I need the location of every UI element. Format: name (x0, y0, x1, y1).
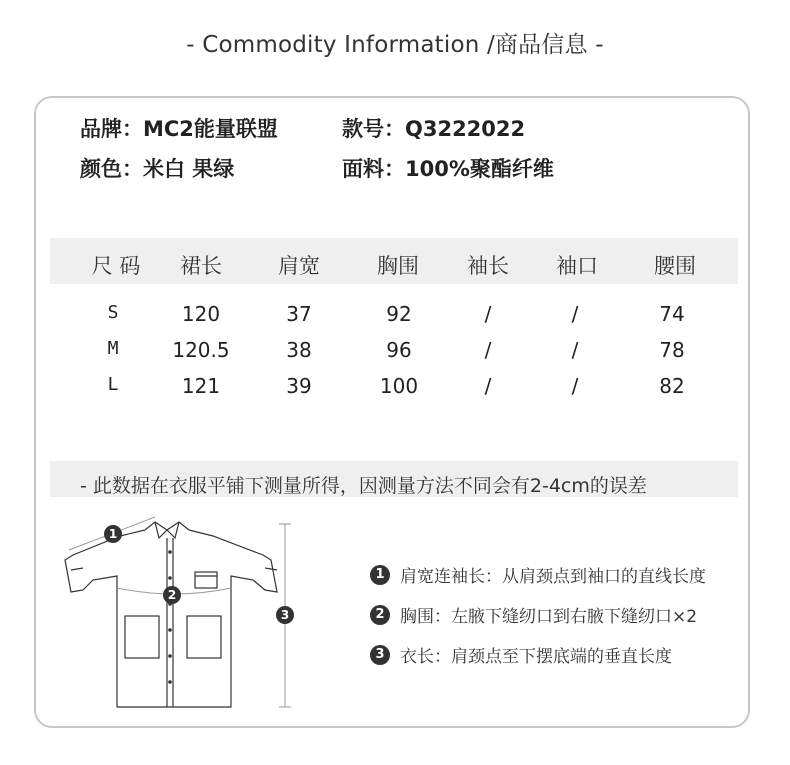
table-cell: 92 (386, 302, 412, 326)
header-chest: 胸围 (377, 254, 419, 278)
legend-item-shoulder-sleeve (370, 562, 706, 587)
color-info: 颜色：米白 果绿 (80, 157, 235, 181)
number-3-icon: 3 (370, 645, 390, 665)
header-size: 尺 码 (91, 254, 141, 278)
table-cell: / (484, 338, 492, 362)
table-cell: 100 (379, 374, 419, 398)
header-cuff: 袖口 (556, 254, 598, 278)
garment-diagram (55, 508, 305, 713)
table-cell: S (107, 302, 119, 323)
table-cell: 120 (181, 302, 221, 326)
header-sleeve-length: 袖长 (467, 254, 509, 278)
table-cell: 39 (286, 374, 312, 398)
marker-2-label: 2 (167, 588, 177, 602)
legend-text: 肩宽连袖长：从肩颈点到袖口的直线长度 (400, 567, 706, 587)
brand-info: 品牌：MC2能量联盟 (80, 117, 278, 141)
measurement-note: - 此数据在衣服平铺下测量所得，因测量方法不同会有2-4cm的误差 (80, 475, 647, 497)
number-1-icon: 1 (370, 565, 390, 585)
header-shoulder: 肩宽 (278, 254, 320, 278)
table-cell: 96 (386, 338, 412, 362)
legend-text: 胸围：左腋下缝纫口到右腋下缝纫口×2 (400, 607, 698, 627)
table-cell: L (107, 374, 119, 395)
table-cell: 74 (659, 302, 685, 326)
legend-item-chest (370, 602, 697, 627)
table-cell: / (571, 302, 579, 326)
table-cell: / (571, 338, 579, 362)
table-cell: 38 (286, 338, 312, 362)
table-cell: / (571, 374, 579, 398)
table-cell: / (484, 374, 492, 398)
table-cell: 120.5 (172, 338, 230, 362)
legend-text: 衣长：肩颈点至下摆底端的垂直长度 (400, 647, 672, 667)
table-cell: 78 (659, 338, 685, 362)
fabric-info: 面料：100%聚酯纤维 (342, 157, 554, 181)
marker-3-label: 3 (280, 608, 290, 622)
table-cell: M (107, 338, 119, 359)
table-cell: 37 (286, 302, 312, 326)
table-cell: / (484, 302, 492, 326)
header-skirt-length: 裙长 (180, 254, 222, 278)
marker-1-label: 1 (108, 527, 118, 541)
number-2-icon: 2 (370, 605, 390, 625)
page-title: - Commodity Information /商品信息 - (186, 32, 604, 58)
table-cell: 121 (181, 374, 221, 398)
header-waist: 腰围 (654, 254, 696, 278)
legend-item-length (370, 642, 672, 667)
table-cell: 82 (659, 374, 685, 398)
style-number-info: 款号：Q3222022 (342, 117, 526, 141)
